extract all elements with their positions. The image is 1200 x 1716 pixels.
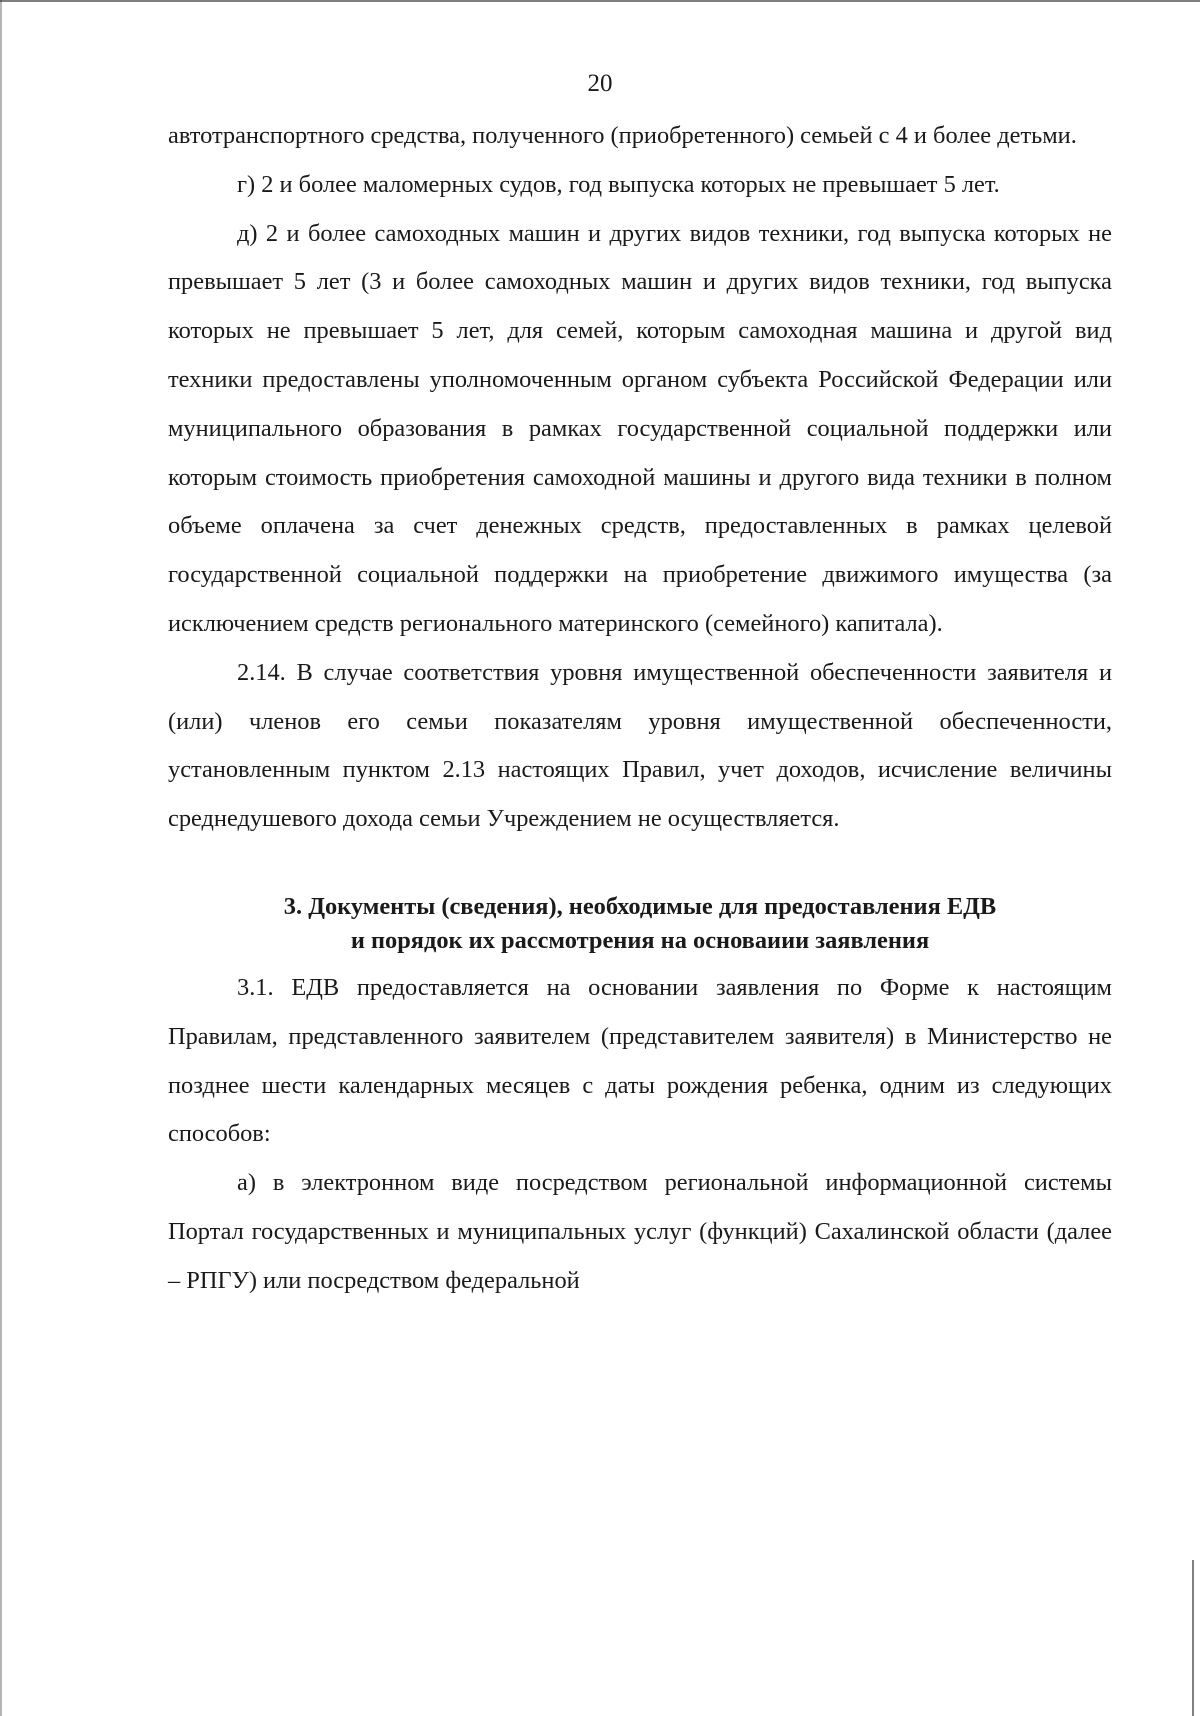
section-3-heading-line-2: и порядок их рассмотрения на основаиии заявления (350, 926, 930, 954)
paragraph-item-a: а) в электронном виде посредством региональной информационной системы Портал государственных и муниципальных услуг (функций) Сахалинской области (далее – РПГУ) или посредством федеральной (168, 1169, 1112, 1294)
paragraph-3-1: 3.1. ЕДВ предоставляется на основании заявления по Форме к настоящим Правилам, представленного заявителем (представителем заявителя) в Министерство не позднее шести календарных месяцев с даты рождения ребенка, одним из следующих способов: (168, 973, 1112, 1148)
section-3-heading-line-1: 3. Документы (сведения), необходимые для предоставления ЕДВ (283, 892, 997, 920)
scan-edge-top (0, 0, 1200, 2)
document-body (168, 112, 1112, 1306)
page-number: 20 (587, 70, 613, 97)
paragraph-vehicle-continuation: автотранспортного средства, полученного (приобретенного) семьей с 4 и более детьми. (168, 122, 1077, 149)
scan-edge-left (0, 0, 2, 1716)
paragraph-2-14: 2.14. В случае соответствия уровня имущественной обеспеченности заявителя и (или) членов его семьи показателям уровня имущественной обеспеченности, установленным пунктом 2.13 настоящих Правил, учет доходов, исчисление величины среднедушевого дохода семьи Учреждением не осуществляется. (168, 658, 1112, 833)
paragraph-item-d: д) 2 и более самоходных машин и других видов техники, год выпуска которых не превышает 5 лет (3 и более самоходных машин и других видов техники, год выпуска которых не превышает 5 лет, для семей, которым самоходная машина и другой вид техники предоставлены уполномоченным органом субъекта Российской Федерации или муниципального образования в рамках государственной социальной поддержки или которым стоимость приобретения самоходной машины и другого вида техники в полном объеме оплачена за счет денежных средств, предоставленных в рамках целевой государственной социальной поддержки на приобретение движимого имущества (за исключением средств регионального материнского (семейного) капитала). (168, 219, 1112, 637)
section-3-heading (168, 890, 1112, 964)
scan-edge-right (1192, 1560, 1194, 1716)
paragraph-item-g: г) 2 и более маломерных судов, год выпуска которых не превышает 5 лет. (237, 170, 1000, 198)
